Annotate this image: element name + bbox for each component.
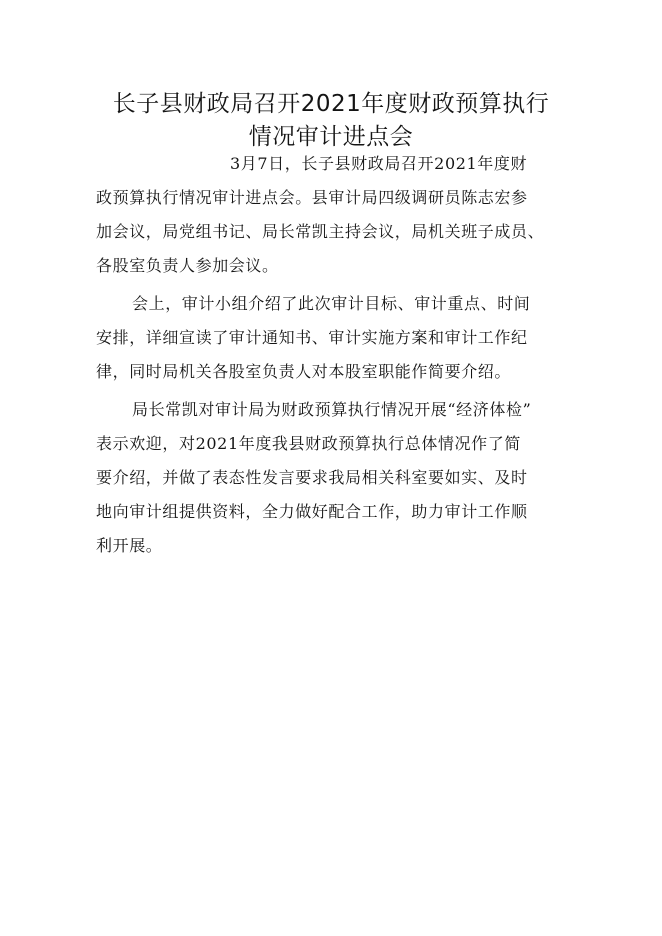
paragraph-3-line-2: 表示欢迎，对2021年度我县财政预算执行总体情况作了简 [96, 434, 521, 453]
paragraph-3-line-3: 要介绍，并做了表态性发言要求我局相关科室要如实、及时 [96, 468, 528, 487]
paragraph-1-line-2: 政预算执行情况审计进点会。县审计局四级调研员陈志宏参 [96, 188, 528, 207]
paragraph-1-line-3: 加会议，局党组书记、局长常凯主持会议，局机关班子成员、 [96, 222, 545, 241]
paragraph-1-line-4: 各股室负责人参加会议。 [96, 256, 279, 275]
paragraph-2-line-1: 会上，审计小组介绍了此次审计目标、审计重点、时间 [132, 294, 531, 313]
paragraph-3-line-5: 利开展。 [96, 536, 163, 555]
paragraph-1-line-1: 3月7日，长子县财政局召开2021年度财 [230, 154, 528, 173]
paragraph-2-line-3: 律，同时局机关各股室负责人对本股室职能作简要介绍。 [96, 362, 512, 381]
paragraph-3-line-1: 局长常凯对审计局为财政预算执行情况开展“经济体检” [132, 400, 532, 419]
paragraph-3-line-4: 地向审计组提供资料，全力做好配合工作，助力审计工作顺 [96, 502, 528, 521]
document-title-line-1: 长子县财政局召开2021年度财政预算执行 [112, 91, 550, 117]
paragraph-2-line-2: 安排，详细宣读了审计通知书、审计实施方案和审计工作纪 [96, 328, 528, 347]
document-title-line-2: 情况审计进点会 [248, 124, 414, 150]
